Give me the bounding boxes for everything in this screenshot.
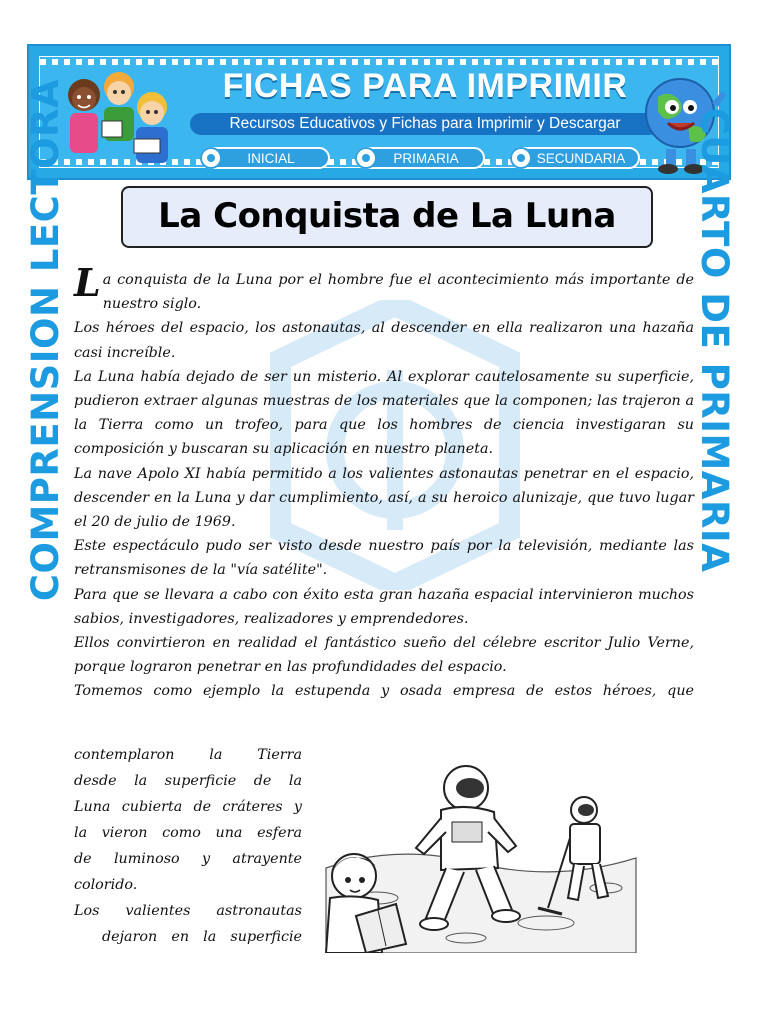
children-reading-icon <box>54 65 184 177</box>
reading-title: La Conquista de La Luna <box>158 196 616 236</box>
nav-inicial-button[interactable] <box>200 147 330 169</box>
paragraph-4: La nave Apolo XI había permitido a los valientes astonautas penetrar en el espacio, descender en la Luna y dar cumplimiento, así, a su heroico alunizaje, que tuvo lugar el 20 de julio de 1969. <box>74 465 694 531</box>
paragraph-8: Tomemos como ejemplo la estupenda y osada empresa de estos héroes, que <box>74 683 694 700</box>
narrow-line-5: de luminoso y atrayente <box>74 851 302 867</box>
arrow-circle-icon <box>355 147 377 169</box>
nav-primaria-button[interactable] <box>355 147 485 169</box>
paragraph-3: La Luna había dejado de ser un misterio. Al explorar cautelosamente su superficie, pudieron extraer algunas muestras de los materiales que la componen; las trajeron a la Tierra como un trofeo, para que los hombres de ciencia investigaran su composición y buscaran su aplicación en nuestro planeta. <box>74 368 694 458</box>
banner-inner <box>39 56 719 168</box>
nav-primaria-label: PRIMARIA <box>393 151 459 166</box>
reading-title-box <box>121 186 653 248</box>
side-label-comprension: COMPRENSION LECTORA <box>24 78 67 602</box>
reading-body <box>74 260 694 704</box>
narrow-line-8: dejaron en la superficie <box>102 929 302 945</box>
nav-inicial-label: INICIAL <box>247 151 295 166</box>
level-nav <box>200 147 640 171</box>
arrow-circle-icon <box>200 147 222 169</box>
narrow-line-1: contemplaron la Tierra <box>74 747 302 763</box>
nav-secundaria-label: SECUNDARIA <box>536 151 626 166</box>
paragraph-1 <box>74 260 694 316</box>
narrow-line-6: colorido. <box>74 877 138 893</box>
side-label-grado: CUARTO DE PRIMARIA <box>693 107 736 573</box>
narrow-line-4: la vieron como una esfera <box>74 825 302 841</box>
arrow-circle-icon <box>510 147 532 169</box>
header-banner <box>27 44 731 180</box>
paragraph-2: Los héroes del espacio, los astonautas, al descender en ella realizaron una hazaña casi increíble. <box>74 320 694 361</box>
paragraph-5: Este espectáculo pudo ser visto desde nuestro país por la televisión, mediante las retransmisones de la "vía satélite". <box>74 538 694 579</box>
paragraph-1-text: a conquista de la Luna por el hombre fue el acontecimiento más importante de nuestro siglo. <box>102 272 694 313</box>
moon-astronauts-illustration <box>316 748 646 953</box>
drop-cap: L <box>74 260 101 305</box>
narrow-line-2: desde la superficie de la <box>74 773 302 789</box>
paragraph-6: Para que se llevara a cabo con éxito esta gran hazaña espacial intervinieron muchos sabios, investigadores, realizadores y emprendedores. <box>74 586 694 627</box>
narrow-line-3: Luna cubierta de cráteres y <box>74 799 302 815</box>
narrow-line-7: Los valientes astronautas <box>74 903 302 919</box>
nav-secundaria-button[interactable] <box>510 147 640 169</box>
paragraph-7: Ellos convirtieron en realidad el fantástico sueño del célebre escritor Julio Verne, porque lograron penetrar en las profundidades del espacio. <box>74 635 694 676</box>
banner-title: FICHAS PARA IMPRIMIR <box>222 67 628 105</box>
banner-subtitle: Recursos Educativos y Fichas para Imprimir y Descargar <box>190 113 660 135</box>
narrow-text-column <box>74 742 302 950</box>
